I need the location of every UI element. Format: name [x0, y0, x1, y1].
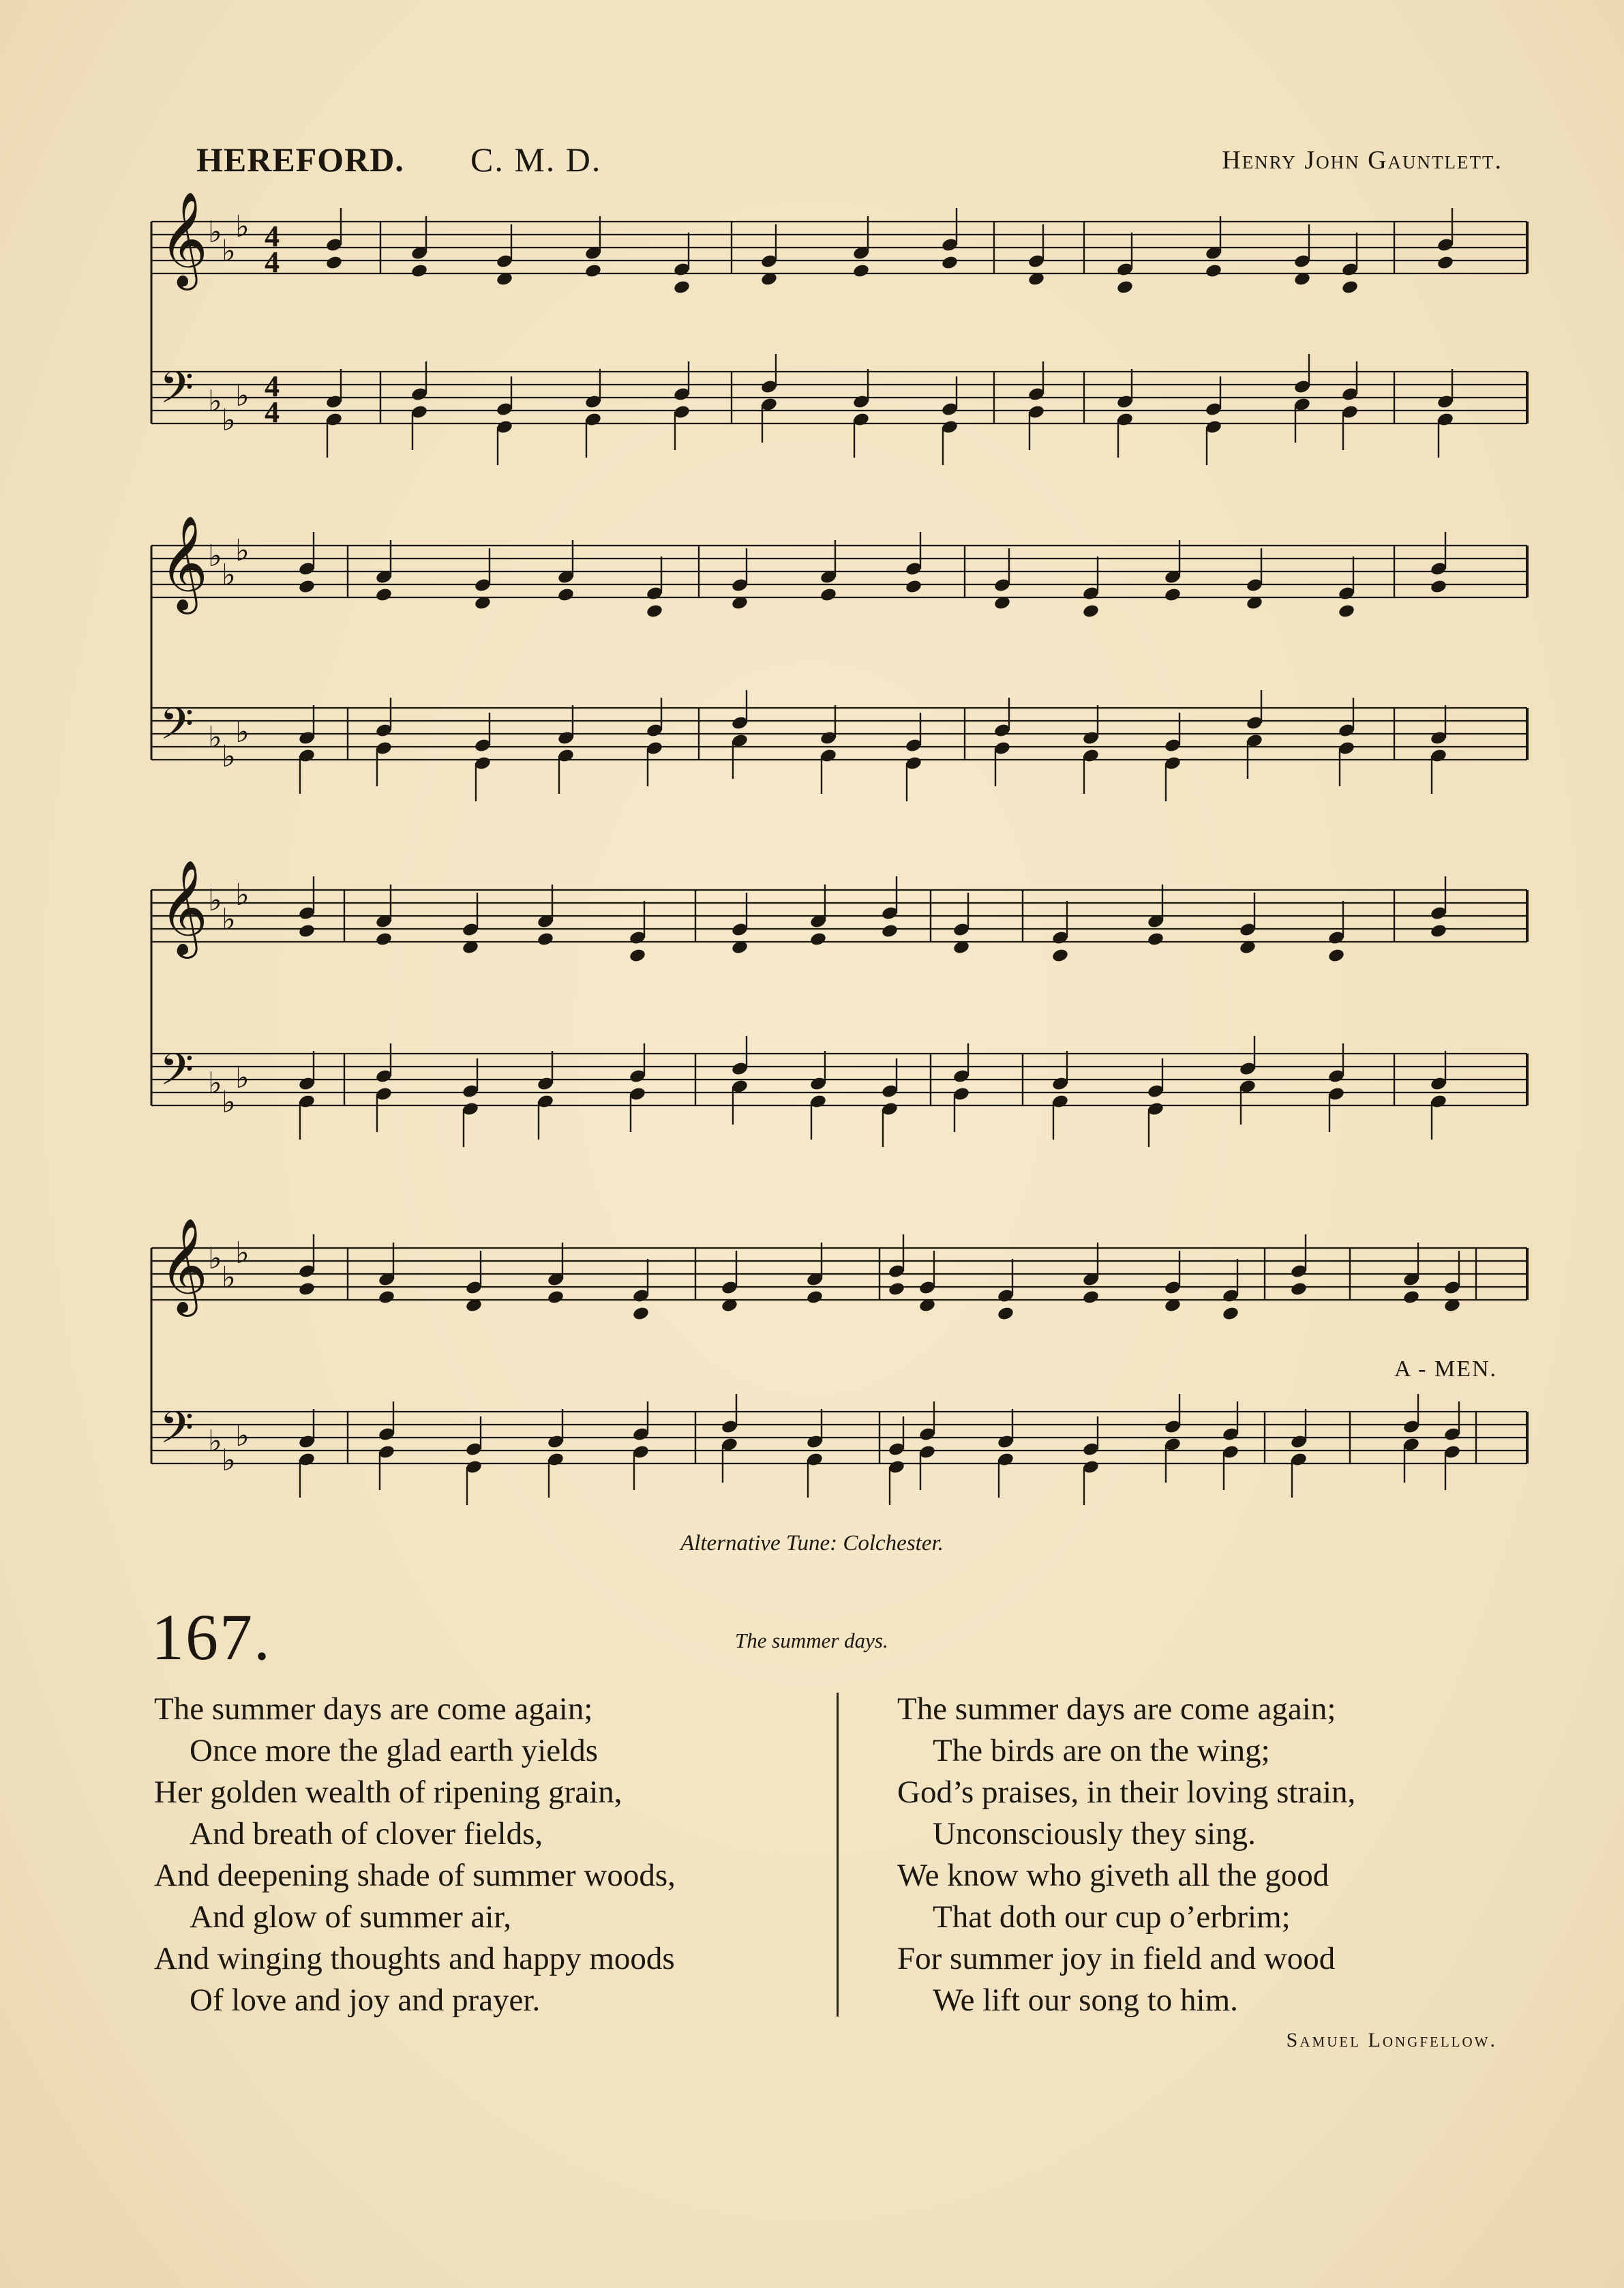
time-signature-digit: 4: [265, 246, 280, 279]
flat-icon: ♭: [235, 378, 250, 413]
note-head: [547, 1290, 565, 1305]
flat-icon: ♭: [208, 1066, 222, 1101]
note-head: [1205, 263, 1222, 279]
bass-clef-icon: 𝄢: [160, 699, 194, 760]
verse-line: We lift our song to him.: [933, 1982, 1238, 2018]
treble-clef-icon: 𝄞: [160, 860, 208, 955]
time-signature-digit: 4: [265, 370, 280, 403]
note-head: [298, 923, 316, 939]
flat-icon: ♭: [235, 1418, 250, 1453]
verse-line: And breath of clover fields,: [190, 1816, 543, 1852]
flat-icon: ♭: [208, 883, 222, 918]
verse-line: That doth our cup o’erbrim;: [933, 1899, 1291, 1935]
flat-icon: ♭: [222, 739, 236, 774]
verse-line: And glow of summer air,: [190, 1899, 511, 1935]
note-head: [1116, 280, 1134, 295]
treble-clef-icon: 𝄞: [160, 516, 208, 610]
flat-icon: ♭: [235, 533, 250, 568]
note-head: [1082, 1290, 1100, 1305]
flat-icon: ♭: [235, 1060, 250, 1095]
score-systems: [151, 192, 1527, 1505]
flat-icon: ♭: [208, 539, 222, 574]
verse-line: Once more the glad earth yields: [190, 1733, 599, 1768]
note-head: [1341, 280, 1359, 295]
note-head: [298, 1281, 316, 1297]
flat-icon: ♭: [235, 878, 250, 912]
flat-icon: ♭: [222, 234, 236, 269]
note-head: [881, 923, 899, 939]
flat-icon: ♭: [208, 1424, 222, 1459]
note-head: [1051, 948, 1069, 964]
flat-icon: ♭: [222, 558, 236, 593]
note-head: [997, 1306, 1014, 1322]
note-head: [1290, 1281, 1308, 1297]
flat-icon: ♭: [208, 215, 222, 250]
alternative-tune: Alternative Tune: Colchester.: [680, 1531, 944, 1556]
flat-icon: ♭: [222, 1260, 236, 1295]
time-signature-digit: 4: [265, 220, 280, 253]
note-head: [852, 263, 870, 279]
note-head: [375, 932, 393, 947]
verse-line: We know who giveth all the good: [897, 1858, 1329, 1893]
verse-line: For summer joy in field and wood: [897, 1941, 1336, 1976]
note-head: [537, 932, 554, 947]
note-head: [410, 263, 428, 279]
hymn-subtitle: The summer days.: [735, 1629, 888, 1652]
verse-line: God’s praises, in their loving strain,: [897, 1774, 1356, 1810]
verse-line: And deepening shade of summer woods,: [154, 1858, 676, 1893]
note-head: [806, 1290, 824, 1305]
note-head: [819, 587, 837, 603]
verse-line: Unconsciously they sing.: [933, 1816, 1256, 1852]
note-head: [673, 280, 691, 295]
note-head: [1222, 1306, 1239, 1322]
verse-line: The summer days are come again;: [897, 1691, 1336, 1727]
flat-icon: ♭: [235, 209, 250, 244]
verse-line: The birds are on the wing;: [933, 1733, 1270, 1768]
note-head: [1164, 587, 1182, 603]
note-head: [1430, 923, 1447, 939]
note-head: [1082, 604, 1100, 619]
verse-line: Of love and joy and prayer.: [190, 1982, 541, 2018]
note-head: [809, 932, 827, 947]
note-head: [905, 579, 922, 595]
composer-name: Henry John Gauntlett.: [1222, 146, 1503, 175]
verse-line: The summer days are come again;: [154, 1691, 593, 1727]
flat-icon: ♭: [222, 403, 236, 438]
note-head: [375, 587, 393, 603]
time-signature-digit: 4: [265, 396, 280, 429]
tune-name: HEREFORD.: [196, 140, 404, 179]
verse-line: And winging thoughts and happy moods: [154, 1941, 675, 1976]
note-head: [325, 255, 343, 271]
hymn-number: 167.: [151, 1601, 271, 1674]
flat-icon: ♭: [222, 902, 236, 937]
note-head: [584, 263, 602, 279]
note-head: [557, 587, 575, 603]
note-head: [1430, 579, 1447, 595]
treble-clef-icon: 𝄞: [160, 192, 208, 286]
note-head: [298, 579, 316, 595]
note-head: [1338, 604, 1355, 619]
flat-icon: ♭: [208, 384, 222, 419]
note-head: [629, 948, 646, 964]
flat-icon: ♭: [208, 1241, 222, 1276]
bass-clef-icon: 𝄢: [160, 1403, 194, 1464]
note-head: [646, 604, 663, 619]
flat-icon: ♭: [235, 715, 250, 749]
note-head: [1147, 932, 1164, 947]
tune-meter: C. M. D.: [470, 140, 602, 179]
note-head: [1437, 255, 1454, 271]
column-divider: [837, 1693, 839, 2017]
hymn-author: Samuel Longfellow.: [1286, 2029, 1497, 2051]
note-head: [632, 1306, 650, 1322]
note-head: [1402, 1290, 1420, 1305]
flat-icon: ♭: [208, 720, 222, 755]
amen-label: A - MEN.: [1394, 1356, 1498, 1382]
note-head: [1327, 948, 1345, 964]
bass-clef-icon: 𝄢: [160, 363, 194, 424]
note-head: [941, 255, 959, 271]
bass-clef-icon: 𝄢: [160, 1045, 194, 1106]
note-head: [888, 1281, 905, 1297]
verse-1: [154, 1689, 676, 2021]
flat-icon: ♭: [222, 1085, 236, 1120]
flat-icon: ♭: [222, 1443, 236, 1478]
verse-line: Her golden wealth of ripening grain,: [154, 1774, 622, 1810]
treble-clef-icon: 𝄞: [160, 1218, 208, 1313]
verse-2: [897, 1689, 1355, 2021]
note-head: [378, 1290, 395, 1305]
flat-icon: ♭: [235, 1236, 250, 1271]
